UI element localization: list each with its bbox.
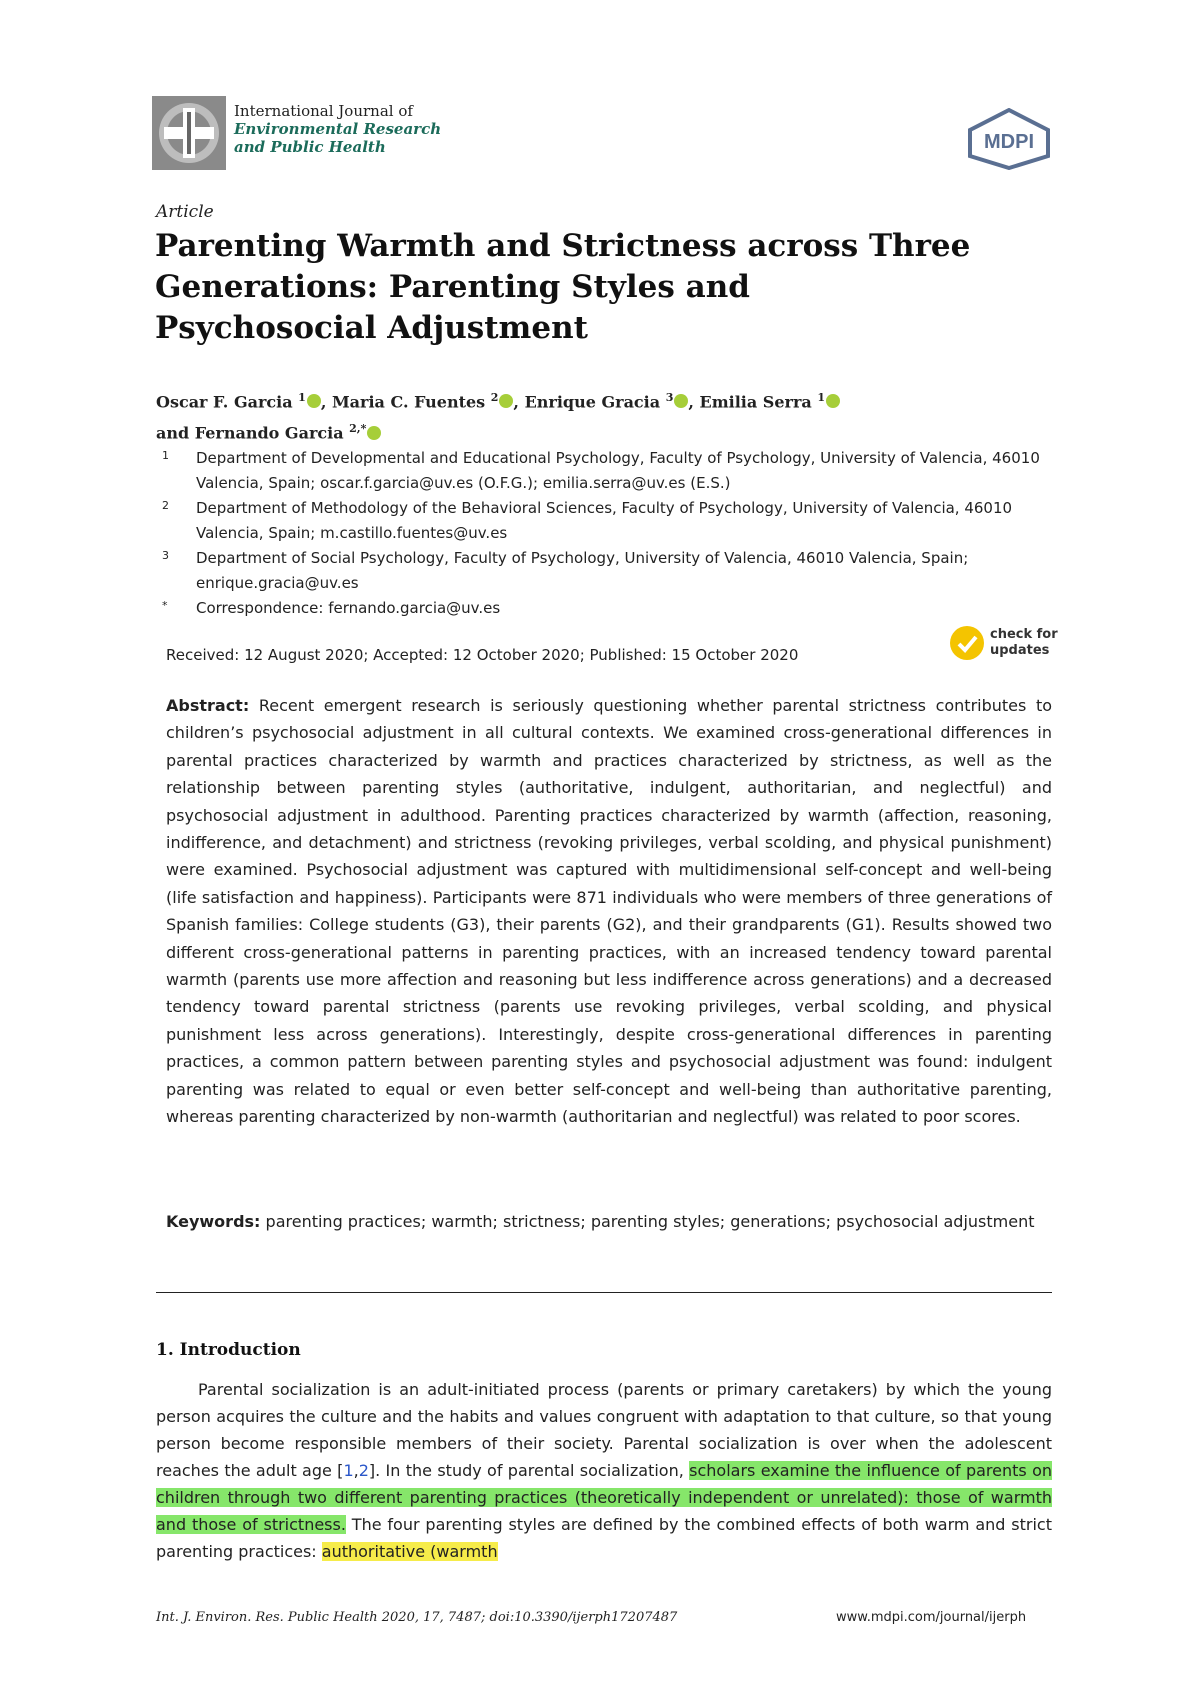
footer-url[interactable]: www.mdpi.com/journal/ijerph xyxy=(836,1610,1027,1625)
mdpi-logo-text: MDPI xyxy=(984,131,1034,153)
author-joiner: and xyxy=(156,423,190,443)
affiliation-mark: 2 xyxy=(162,499,169,512)
check-line2: updates xyxy=(990,643,1050,658)
page-title: Parenting Warmth and Strictness across Three Generations: Parenting Styles and Psychosocial Adjustment xyxy=(155,228,971,346)
intro-paragraph xyxy=(156,1376,1052,1565)
abstract-text: Recent emergent research is seriously questioning whether parental strictness contributes to children’s psychosocial adjustment in all cultural contexts. We examined cross-generational differences in parental practices characterized by warmth and practices characterized by strictness, as well as the relationship between parenting styles (authoritative, indulgent, authoritarian, and neglectful) and psychosocial adjustment in adulthood. Parenting practices characterized by warmth (affection, reasoning, indifference, and detachment) and strictness (revoking privileges, verbal scolding, and physical punishment) were examined. Psychosocial adjustment was captured with multidimensional self-concept and well-being (life satisfaction and happiness). Participants were 871 individuals who were members of three generations of Spanish families: College students (G3), their parents (G2), and their grandparents (G1). Results showed two different cross-generational patterns in parenting practices, with an increased tendency toward parental warmth (parents use more affection and reasoning but less indifference across generations) and a decreased tendency toward parental strictness (parents use revoking privileges, verbal scolding, and physical punishment less across generations). Interestingly, despite cross-generational differences in parenting practices, a common pattern between parenting styles and psychosocial adjustment was found: indulgent parenting was related to equal or even better self-concept and well-being than authoritative parenting, whereas parenting characterized by non-warmth (authoritarian and neglectful) was related to poor scores. xyxy=(166,696,1053,1127)
author-list: Oscar F. Garcia $^1$ , Maria C. Fuentes $^2$ , Enrique Gracia $^3$ , Emilia Serra $^1$ and Fernando Garcia $^{2,*}$ xyxy=(156,384,956,447)
author-affil-mark: 2 xyxy=(490,391,499,404)
footer-citation: Int. J. Environ. Res. Public Health 2020, 17, 7487; doi:10.3390/ijerph17207487 xyxy=(156,1610,678,1625)
abstract xyxy=(166,692,1052,1131)
intro-text: Parental socialization is an adult-initiated process (parents or primary caretakers) by which the young person acquires the culture and the habits and values congruent with adaptation to that culture, so that young person become responsible members of their society. Parental socialization is over when the adolescent reaches the adult age [ xyxy=(156,1380,1052,1480)
author-name[interactable]: Emilia Serra xyxy=(699,392,812,412)
check-line1: check for xyxy=(990,627,1058,642)
publication-dates: Received: 12 August 2020; Accepted: 12 October 2020; Published: 15 October 2020 xyxy=(166,646,799,664)
keywords-label: Keywords: xyxy=(166,1212,261,1231)
affiliation-text: Department of Developmental and Educational Psychology, Faculty of Psychology, University of Valencia, 46010 Valencia, Spain; oscar.f.garcia@uv.es (O.F.G.); emilia.serra@uv.es (E.S.) xyxy=(196,449,1040,492)
author-affil-mark: 1 xyxy=(298,391,306,404)
article-type: Article xyxy=(156,202,214,222)
highlight-yellow: authoritative (warmth xyxy=(321,1542,498,1561)
orcid-icon[interactable] xyxy=(826,394,840,408)
author-name[interactable]: Enrique Gracia xyxy=(524,392,661,412)
affiliation-mark: 1 xyxy=(162,449,169,462)
orcid-icon[interactable] xyxy=(307,394,321,408)
check-for-updates-button[interactable] xyxy=(950,626,1060,666)
affiliation-text: Department of Methodology of the Behavioral Sciences, Faculty of Psychology, University of Valencia, 46010 Valencia, Spain; m.castillo.fuentes@uv.es xyxy=(196,499,1013,542)
intro-text: ]. In the study of parental socialization, xyxy=(368,1461,690,1480)
journal-name-line1: International Journal of xyxy=(234,102,413,120)
highlight-green: scholars examine the influence of parents on children through two different parenting practices (theoretically independent or unrelated): those of warmth and those of strictness. xyxy=(156,1461,1052,1534)
orcid-icon[interactable] xyxy=(499,394,513,408)
citation-link[interactable]: 2 xyxy=(358,1461,369,1480)
author-affil-mark: 2,* xyxy=(349,422,367,436)
affiliation-text: Correspondence: fernando.garcia@uv.es xyxy=(196,599,501,617)
citation-separator: , xyxy=(353,1461,359,1480)
affiliation-mark: * xyxy=(162,599,168,612)
author-name[interactable]: Oscar F. Garcia xyxy=(156,392,293,412)
author-affil-mark: 3 xyxy=(665,391,674,404)
journal-name-line3: and Public Health xyxy=(234,138,386,156)
keywords-text: parenting practices; warmth; strictness; parenting styles; generations; psychosocial adjustment xyxy=(265,1212,1035,1231)
author-name[interactable]: Fernando Garcia xyxy=(194,423,344,443)
affiliation-text: Department of Social Psychology, Faculty of Psychology, University of Valencia, 46010 Valencia, Spain; enrique.gracia@uv.es xyxy=(196,549,969,592)
check-for-updates-label xyxy=(990,627,1058,659)
citation-link[interactable]: 1 xyxy=(343,1461,354,1480)
abstract-label: Abstract: xyxy=(166,696,250,715)
mdpi-logo-icon xyxy=(966,108,1052,170)
journal-name-line2: Environmental Research xyxy=(234,120,442,138)
section-divider xyxy=(156,1292,1052,1293)
journal-logo-icon xyxy=(152,96,226,170)
intro-text: The four parenting styles are defined by the combined effects of both warm and strict parenting practices: xyxy=(156,1515,1052,1561)
orcid-icon[interactable] xyxy=(367,426,381,440)
check-icon xyxy=(950,626,984,660)
orcid-icon[interactable] xyxy=(674,394,688,408)
author-name[interactable]: Maria C. Fuentes xyxy=(331,392,486,412)
author-affil-mark: 1 xyxy=(817,391,825,404)
affiliation-mark: 3 xyxy=(162,549,169,562)
section-heading: 1. Introduction xyxy=(156,1340,301,1360)
journal-name xyxy=(234,102,441,156)
keywords xyxy=(166,1208,1052,1235)
